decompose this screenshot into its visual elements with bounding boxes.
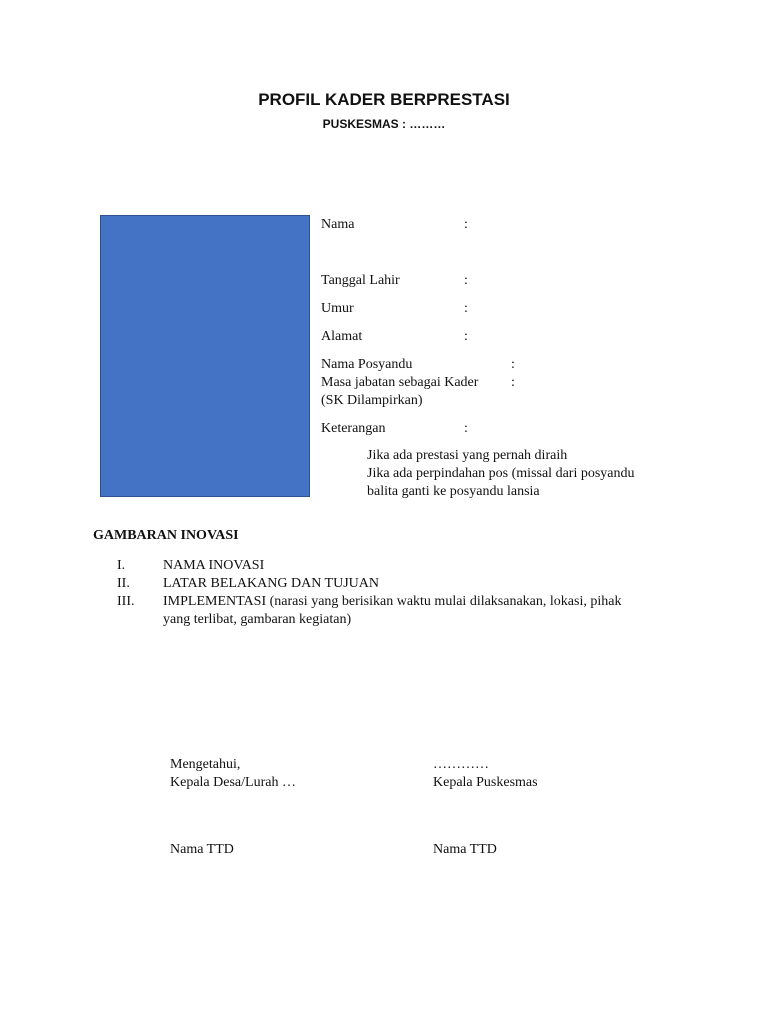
field-sep-alamat: :: [464, 329, 468, 344]
field-sep-masa-jabatan: :: [511, 375, 515, 390]
field-sep-keterangan: :: [464, 421, 468, 436]
list-item-text: LATAR BELAKANG DAN TUJUAN: [163, 576, 380, 591]
field-label-alamat: Alamat: [321, 329, 363, 344]
list-item-text: NAMA INOVASI: [163, 558, 265, 573]
list-item-number: I.: [117, 558, 126, 573]
signature-left-name: Nama TTD: [170, 842, 234, 857]
note-line: Jika ada perpindahan pos (missal dari posyandu: [367, 466, 635, 481]
signature-left-line2: Kepala Desa/Lurah …: [170, 775, 296, 790]
field-sep-nama: :: [464, 217, 468, 232]
list-item-text-continued: yang terlibat, gambaran kegiatan): [163, 612, 352, 627]
puskesmas-subtitle: PUSKESMAS : ………: [322, 117, 446, 131]
signature-right-line2: Kepala Puskesmas: [433, 775, 538, 790]
list-item-number: III.: [117, 594, 135, 609]
field-sep-tanggal-lahir: :: [464, 273, 468, 288]
field-label-tanggal-lahir: Tanggal Lahir: [321, 273, 400, 288]
note-line: Jika ada prestasi yang pernah diraih: [367, 448, 568, 463]
field-label-keterangan: Keterangan: [321, 421, 386, 436]
signature-left-line1: Mengetahui,: [170, 757, 241, 772]
field-sep-umur: :: [464, 301, 468, 316]
signature-right-name: Nama TTD: [433, 842, 497, 857]
field-label-nama-posyandu: Nama Posyandu: [321, 357, 413, 372]
field-label-masa-jabatan: Masa jabatan sebagai Kader: [321, 375, 479, 390]
field-sep-nama-posyandu: :: [511, 357, 515, 372]
note-line: balita ganti ke posyandu lansia: [367, 484, 540, 499]
field-label-nama: Nama: [321, 217, 355, 232]
photo-placeholder: [100, 215, 310, 497]
section-heading-inovasi: GAMBARAN INOVASI: [93, 528, 239, 543]
page-title: PROFIL KADER BERPRESTASI: [258, 90, 510, 109]
signature-right-line1: …………: [433, 757, 489, 772]
field-label-umur: Umur: [321, 301, 354, 316]
list-item-number: II.: [117, 576, 130, 591]
field-label-sk: (SK Dilampirkan): [321, 393, 423, 408]
list-item-text: IMPLEMENTASI (narasi yang berisikan waktu mulai dilaksanakan, lokasi, pihak: [163, 594, 622, 609]
